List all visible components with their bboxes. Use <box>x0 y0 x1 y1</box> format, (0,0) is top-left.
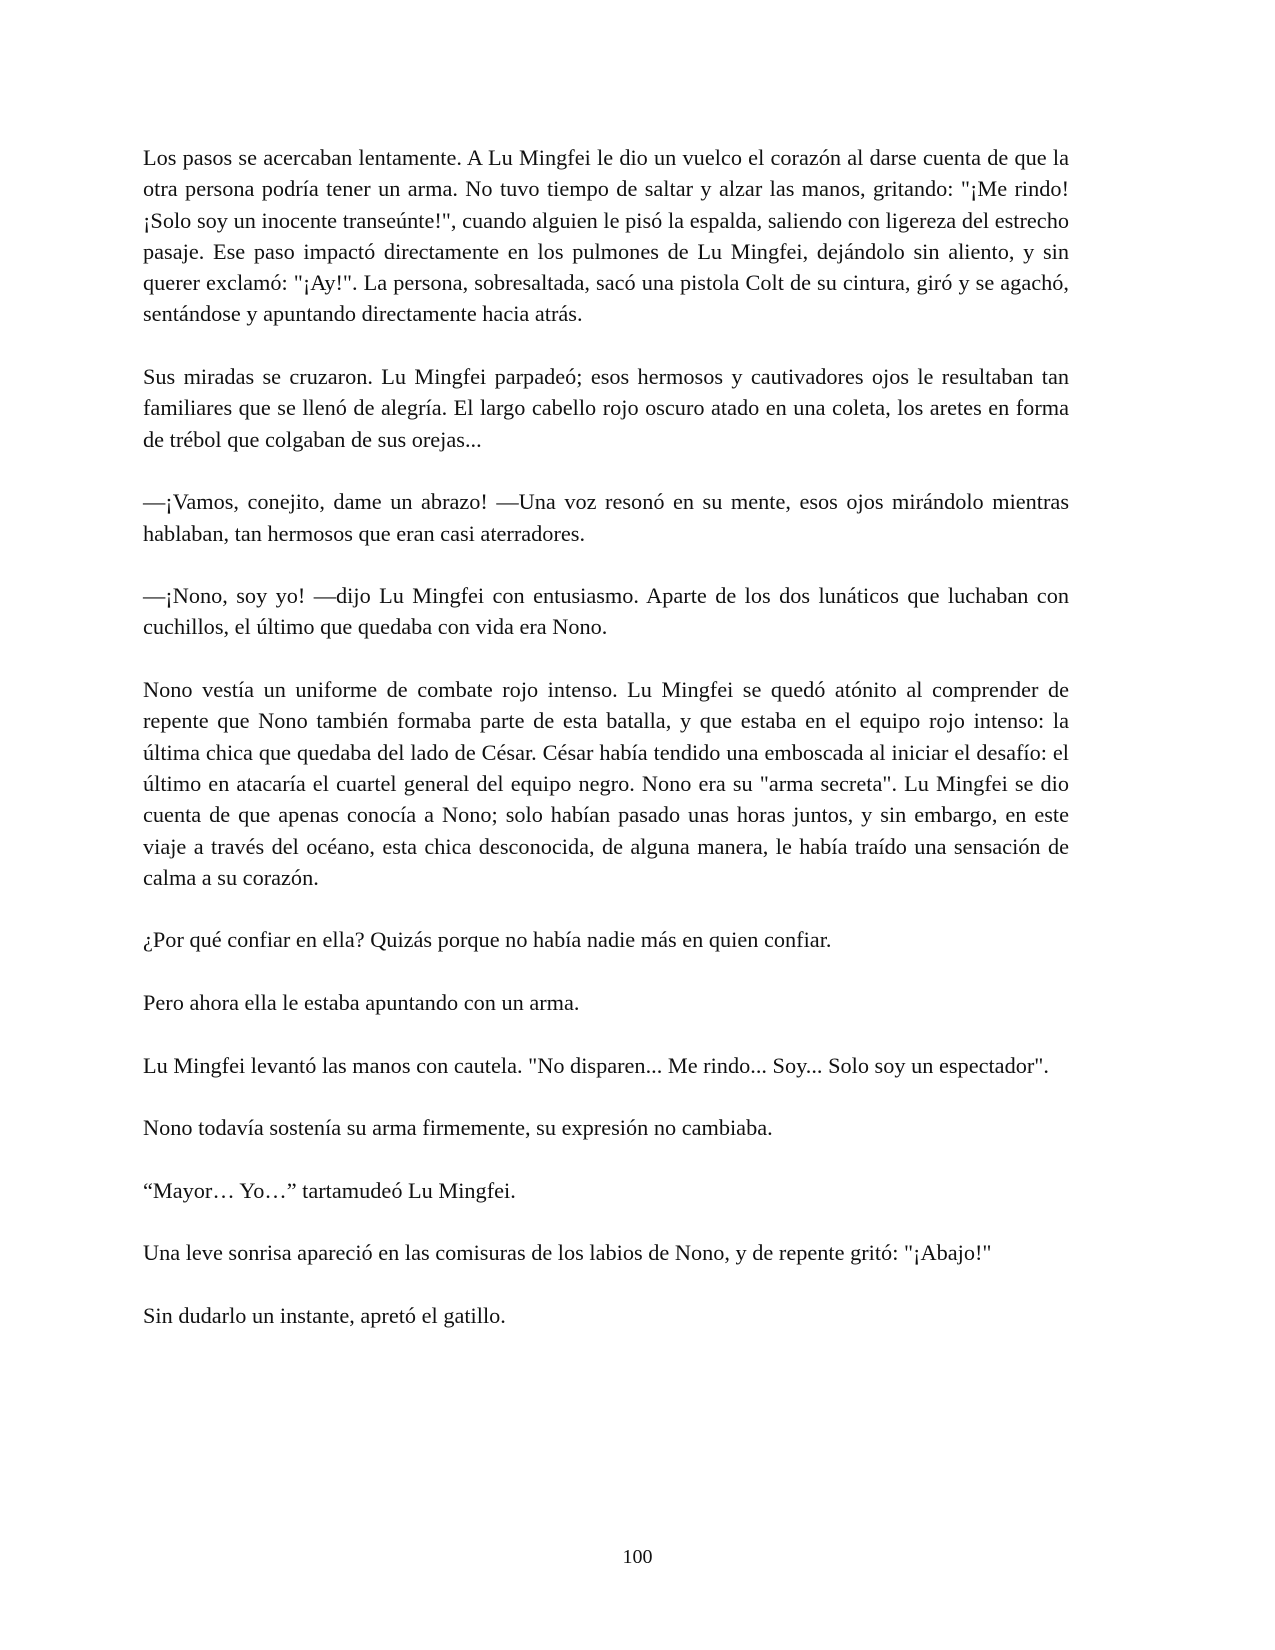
page-number: 100 <box>622 1546 653 1568</box>
paragraph-6: ¿Por qué confiar en ella? Quizás porque no había nadie más en quien confiar. <box>143 927 832 953</box>
paragraph-11: Una leve sonrisa apareció en las comisuras de los labios de Nono, y de repente gritó: "¡Abajo!" <box>143 1240 992 1266</box>
paragraph-10: “Mayor… Yo…” tartamudeó Lu Mingfei. <box>143 1177 516 1203</box>
paragraph-4: —¡Nono, soy yo! —dijo Lu Mingfei con entusiasmo. Aparte de los dos lunáticos que luchaban con cuchillos, el último que quedaba con vida era Nono. <box>143 583 1069 640</box>
paragraph-3: —¡Vamos, conejito, dame un abrazo! —Una voz resonó en su mente, esos ojos mirándolo mientras hablaban, tan hermosos que eran casi aterradores. <box>143 489 1069 546</box>
paragraph-2: Sus miradas se cruzaron. Lu Mingfei parpadeó; esos hermosos y cautivadores ojos le resultaban tan familiares que se llenó de alegría. El largo cabello rojo oscuro atado en una coleta, los aretes en forma de trébol que colgaban de sus orejas... <box>143 364 1069 452</box>
paragraph-8: Lu Mingfei levantó las manos con cautela. "No disparen... Me rindo... Soy... Solo soy un espectador". <box>143 1052 1049 1078</box>
paragraph-5: Nono vestía un uniforme de combate rojo intenso. Lu Mingfei se quedó atónito al comprender de repente que Nono también formaba parte de esta batalla, y que estaba en el equipo rojo intenso: la última chica que quedaba del lado de César. César había tendido una emboscada al iniciar el desafío: el último en atacaría el cuartel general del equipo negro. Nono era su "arma secreta". Lu Mingfei se dio cuenta de que apenas conocía a Nono; solo habían pasado unas horas juntos, y sin embargo, en este viaje a través del océano, esta chica desconocida, de alguna manera, le había traído una sensación de calma a su corazón. <box>143 677 1069 890</box>
body-text <box>143 142 1069 1363</box>
paragraph-7: Pero ahora ella le estaba apuntando con un arma. <box>143 990 580 1016</box>
paragraph-9: Nono todavía sostenía su arma firmemente, su expresión no cambiaba. <box>143 1115 773 1141</box>
paragraph-1: Los pasos se acercaban lentamente. A Lu Mingfei le dio un vuelco el corazón al darse cuenta de que la otra persona podría tener un arma. No tuvo tiempo de saltar y alzar las manos, gritando: "¡Me rindo! ¡Solo soy un inocente transeúnte!", cuando alguien le pisó la espalda, saliendo con ligereza del estrecho pasaje. Ese paso impactó directamente en los pulmones de Lu Mingfei, dejándolo sin aliento, y sin querer exclamó: "¡Ay!". La persona, sobresaltada, sacó una pistola Colt de su cintura, giró y se agachó, sentándose y apuntando directamente hacia atrás. <box>143 145 1069 327</box>
paragraph-12: Sin dudarlo un instante, apretó el gatillo. <box>143 1302 506 1328</box>
